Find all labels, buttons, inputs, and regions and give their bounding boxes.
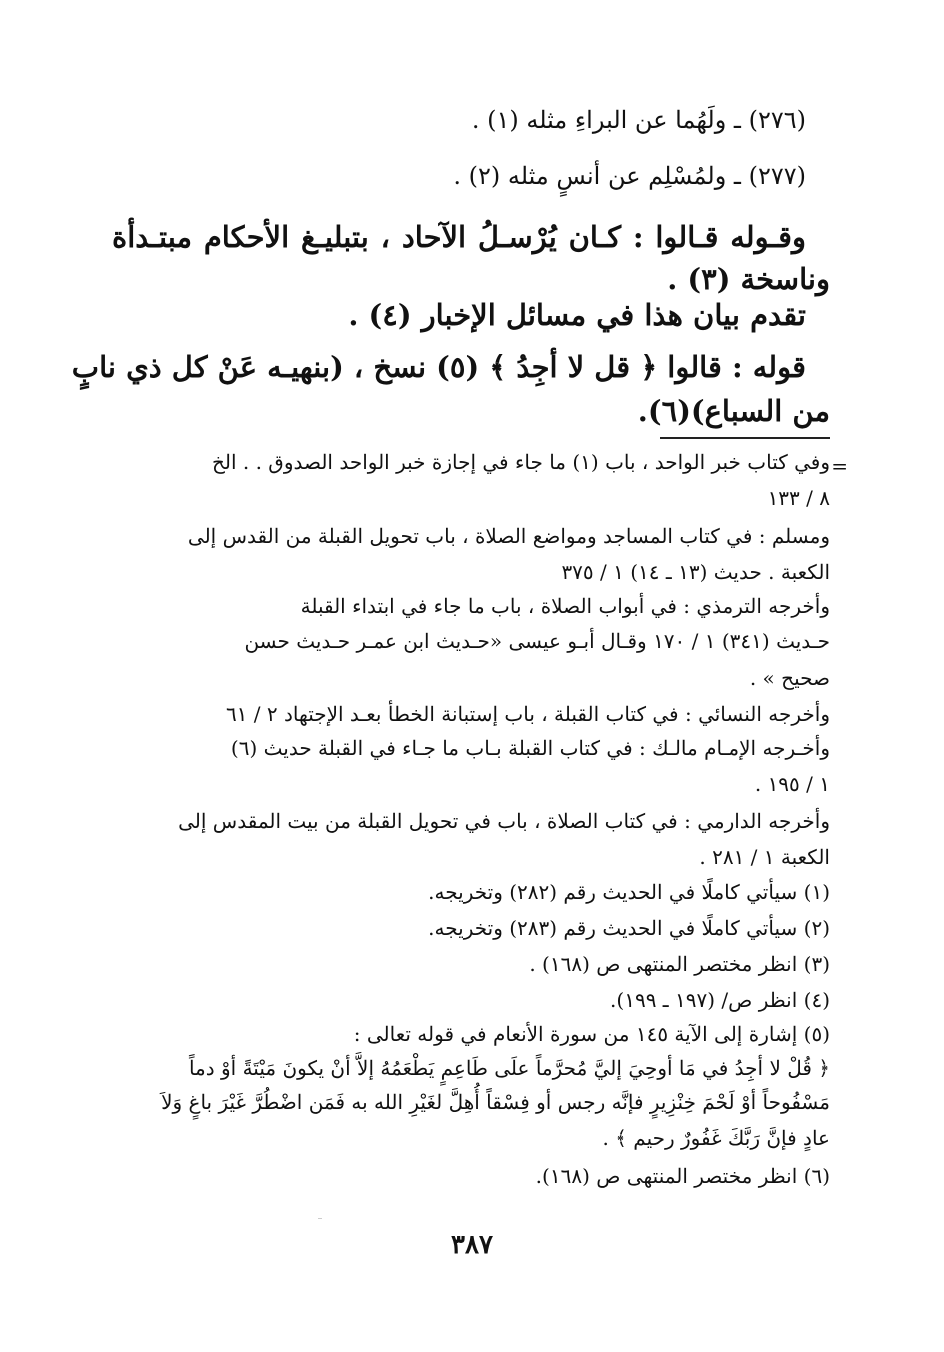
statement-2-line-1: قوله : قالوا ﴿ قل لا أجِدُ ﴾ (٥) نسخ ، (بنهيـه عَنْ كل ذي نابٍ [71, 350, 806, 384]
footnote-continued-line: وأخـرجه الإمـام مالـك : في كتاب القبلة بـاب ما جـاء في القبلة حديث (٦) [230, 736, 830, 760]
footnote-continued-line: ٨ / ١٣٣ [767, 486, 830, 510]
footnote-1: (١) سيأتي كاملًا في الحديث رقم (٢٨٢) وتخريجه. [428, 880, 830, 904]
footnote-separator [660, 437, 830, 439]
scan-speck [318, 1218, 322, 1219]
footnote-continued-line: وأخرجه النسائي : في كتاب القبلة ، باب إستبانة الخطأ بعـد الإجتهاد ٢ / ٦١ [225, 702, 830, 726]
footnote-continued-line: صحيح » . [749, 666, 830, 690]
footnote-6: (٦) انظر مختصر المنتهى ص (١٦٨). [535, 1164, 830, 1188]
continuation-marker: = [831, 454, 848, 478]
footnote-continued-line: الكعبة . حديث (١٣ ـ ١٤) ١ / ٣٧٥ [561, 560, 830, 584]
footnote-5-verse-line: عادٍ فإنَّ رَبَّكَ غَفُورٌ رحيم ﴾ . [602, 1126, 830, 1150]
footnote-5-verse-line: ﴿ قُلْ لا أجِدُ في مَا أوحِيَ إليَّ مُحرَّماً علَى طَاعِمٍ يَطْعَمُهُ إلاَّ أنْ يكونَ مَيْتَةً أوْ دماً [188, 1056, 830, 1080]
hadith-277: (٢٧٧) ـ ولمُسْلِم عن أنسٍ مثله (٢) . [453, 162, 806, 190]
footnote-2: (٢) سيأتي كاملًا في الحديث رقم (٢٨٣) وتخريجه. [428, 916, 830, 940]
page-number: ٣٨٧ [451, 1230, 493, 1260]
footnote-continued-line: حـديث (٣٤١) ١ / ١٧٠ وقـال أبـو عيسى «حـديث ابن عمـر حـديث حسن [244, 629, 830, 653]
statement-1-comment: تقدم بيان هذا في مسائل الإخبار (٤) . [348, 298, 806, 332]
footnote-continued-line: وأخرجه الترمذي : في أبواب الصلاة ، باب ما جاء في ابتداء القبلة [300, 594, 830, 618]
footnote-3: (٣) انظر مختصر المنتهى ص (١٦٨) . [529, 952, 830, 976]
footnote-continued-line: ومسلم : في كتاب المساجد ومواضع الصلاة ، باب تحويل القبلة من القدس إلى [187, 524, 830, 548]
footnote-5-verse-line: مَسْفُوحاً أوْ لَحْمَ خِنْزِيرٍ فإنَّه رجس أو فِسْقاً أُهِلَّ لغَيْرِ الله به فَمَن اضْطُرَّ غَيْرَ باغٍ وَلاَ [161, 1090, 830, 1114]
footnote-continued-line: وفي كتاب خبر الواحد ، باب (١) ما جاء في إجازة خبر الواحد الصدوق . . الخ [211, 450, 830, 474]
hadith-276: (٢٧٦) ـ ولَهُما عن البراءِ مثله (١) . [471, 106, 806, 134]
statement-2-line-2: من السباع)(٦). [637, 394, 830, 428]
statement-1-line-1: وقـوله قـالوا : كـان يُرْسـلُ الآحاد ، بتبليـغ الأحكام مبتـدأة [112, 220, 806, 254]
statement-1-line-2: وناسخة (٣) . [667, 262, 830, 296]
footnote-continued-line: ١ / ١٩٥ . [754, 772, 830, 796]
footnote-continued-line: الكعبة ١ / ٢٨١ . [699, 845, 830, 869]
footnote-5: (٥) إشارة إلى الآية ١٤٥ من سورة الأنعام في قوله تعالى : [353, 1022, 830, 1046]
footnote-4: (٤) انظر ص/ (١٩٧ ـ ١٩٩). [610, 988, 830, 1012]
footnote-continued-line: وأخرجه الدارمي : في كتاب الصلاة ، باب في تحويل القبلة من بيت المقدس إلى [178, 809, 830, 833]
